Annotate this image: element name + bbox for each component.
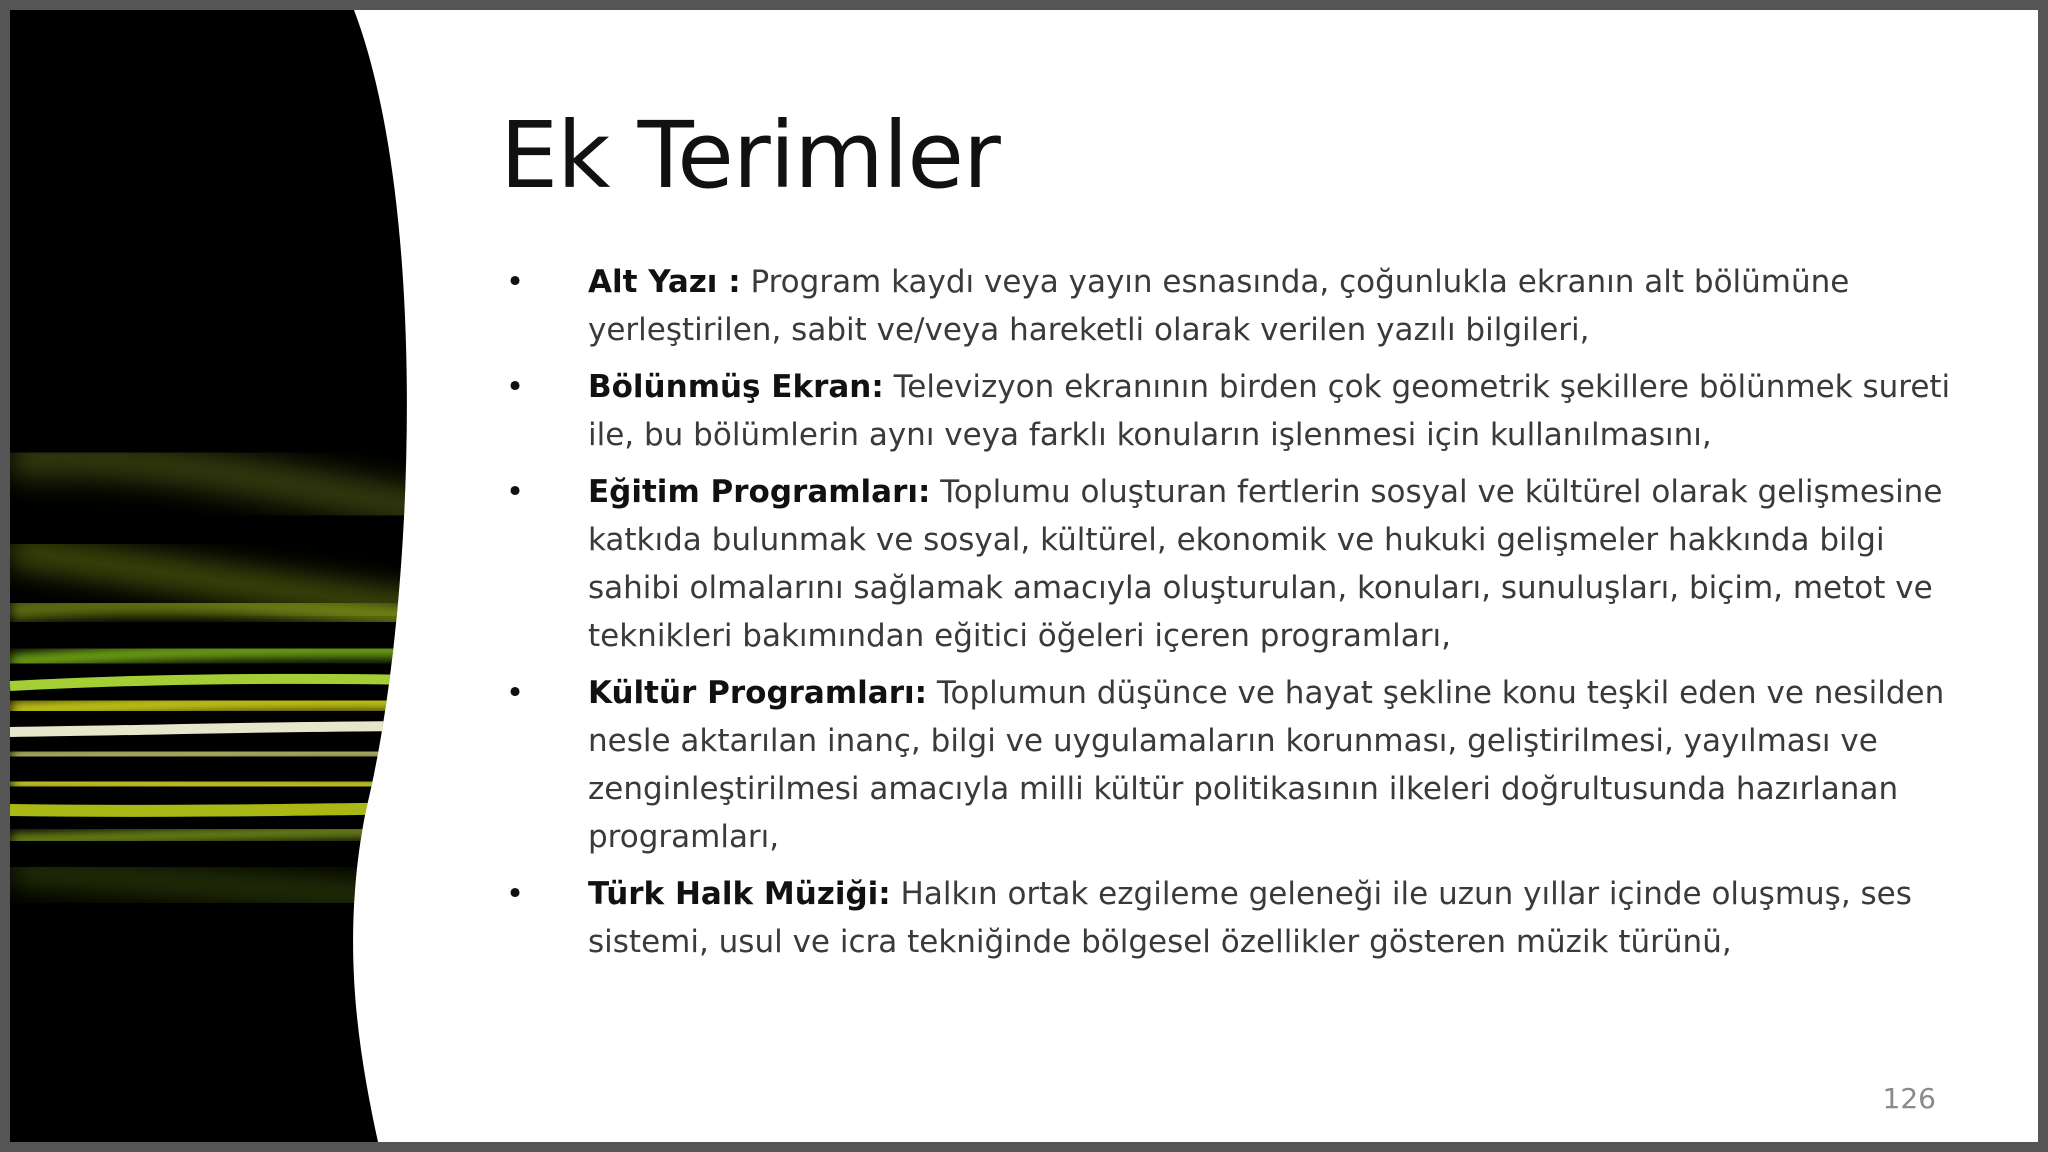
term-label: Bölünmüş Ekran: (588, 369, 884, 405)
term-label: Alt Yazı : (588, 264, 741, 300)
bullet-icon: • (505, 369, 525, 405)
term-definition: Halkın ortak ezgileme geleneği ile uzun yıllar içinde oluşmuş, ses sistemi, usul ve icra tekniğinde bölgesel özellikler gösteren müzik türünü, (588, 876, 1912, 960)
bullet-icon: • (505, 474, 525, 510)
term-label: Eğitim Programları: (588, 474, 931, 510)
list-item (500, 870, 1960, 966)
bullet-icon: • (505, 264, 525, 300)
term-definition: Televizyon ekranının birden çok geometrik şekillere bölünmek sureti ile, bu bölümlerin aynı veya farklı konuların işlenmesi için kullanılmasını, (588, 369, 1951, 453)
list-item (500, 468, 1960, 660)
term-label: Kültür Programları: (588, 675, 928, 711)
bullet-icon: • (505, 675, 525, 711)
term-definition: Toplumu oluşturan fertlerin sosyal ve kültürel olarak gelişmesine katkıda bulunmak ve sosyal, kültürel, ekonomik ve hukuki gelişmeler hakkında bilgi sahibi olmalarını sağlamak amacıyla oluşturulan, konuları, sunuluşları, biçim, metot ve teknikleri bakımından eğitici öğeleri içeren programları, (588, 474, 1943, 654)
term-definition: Program kaydı veya yayın esnasında, çoğunlukla ekranın alt bölümüne yerleştirilen, sabit ve/veya hareketli olarak verilen yazılı bilgileri, (588, 264, 1850, 348)
term-definition: Toplumun düşünce ve hayat şekline konu teşkil eden ve nesilden nesle aktarılan inanç, bilgi ve uygulamaların korunması, geliştirilmesi, yayılması ve zenginleştirilmesi amacıyla milli kültür politikasının ilkeleri doğrultusunda hazırlanan programları, (588, 675, 1945, 855)
page-number: 126 (1882, 1082, 1936, 1115)
list-item (500, 363, 1960, 459)
bullet-icon: • (505, 876, 525, 912)
list-item (500, 669, 1960, 861)
decorative-light-streaks (10, 10, 430, 1142)
slide-title: Ek Terimler (500, 102, 1000, 209)
list-item (500, 258, 1960, 354)
term-label: Türk Halk Müziği: (588, 876, 891, 912)
term-list (500, 258, 1960, 975)
slide (10, 10, 2038, 1142)
